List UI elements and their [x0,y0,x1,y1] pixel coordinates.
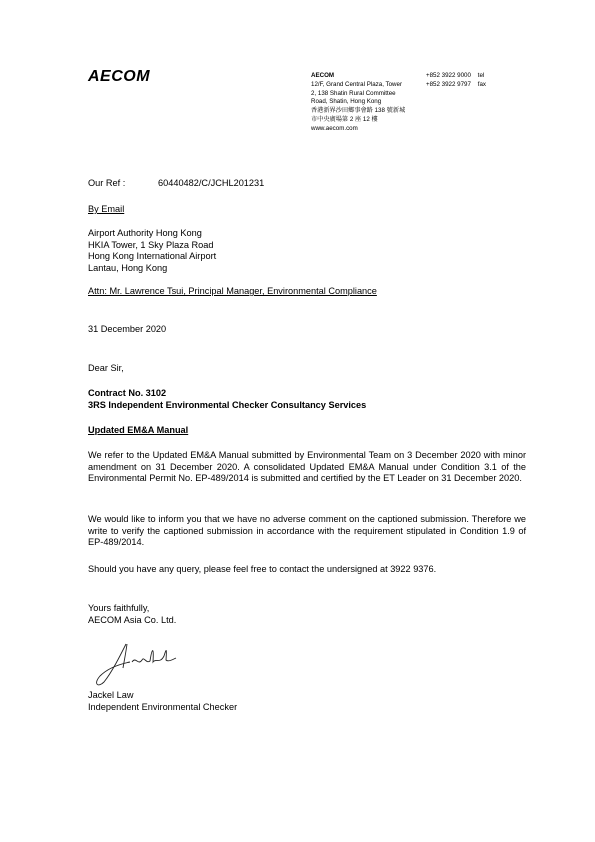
subject-heading: Updated EM&A Manual [88,425,189,435]
contract-heading [88,388,366,411]
body-paragraph: Should you have any query, please feel free to contact the undersigned at 3922 9376. [88,564,437,574]
signer-block [88,690,237,713]
signer-title: Independent Environmental Checker [88,701,238,712]
our-reference [88,178,264,190]
closing-line: Yours faithfully, [88,603,150,613]
recipient-line: Airport Authority Hong Kong [88,228,202,238]
body-paragraph: We would like to inform you that we have no adverse comment on the captioned submission. Therefore we write to verify the captioned submission in accordance with the requirement stipulated in Condition 1.9 of EP-489/2014. [88,514,526,547]
signer-name: Jackel Law [88,690,134,700]
recipient-line: Lantau, Hong Kong [88,262,168,273]
letterhead-contacts [426,72,486,90]
address-line: 2, 138 Shatin Rural Committee [311,89,396,97]
fax-label: fax [477,80,486,88]
fax-number: +852 3922 9797 [426,80,471,88]
salutation: Dear Sir, [88,363,124,373]
phone-label: tel [477,72,485,79]
address-line: Road, Shatin, Hong Kong [311,98,382,106]
website-link[interactable]: www.aecom.com [311,124,358,132]
contract-number: Contract No. 3102 [88,388,167,398]
aecom-logo: AECOM [88,68,151,85]
address-line: AECOM [311,72,335,79]
contract-title: 3RS Independent Environmental Checker Consultancy Services [88,399,367,410]
recipient-address [88,228,216,274]
body-paragraph: We refer to the Updated EM&A Manual submitted by Environmental Team on 3 December 2020 with minor amendment on 31 December 2020. A consolidated Updated EM&A Manual under Condition 3.1 of the Environmental Permit No. EP-489/2014 is submitted and certified by the ET Leader on 31 December 2020. [88,450,526,483]
reference-value: 60440482/C/JCHL201231 [158,178,265,188]
reference-label: Our Ref : [88,178,126,188]
phone-number: +852 3922 9000 [426,72,471,79]
fax-line [426,81,486,90]
closing [88,603,176,626]
delivery-method: By Email [88,204,125,214]
handwritten-signature [90,636,185,691]
address-line-chinese: 香港新界沙田鄉事會路 138 號新城 [311,107,406,115]
recipient-line: Hong Kong International Airport [88,251,217,261]
address-line-chinese: 市中央廣場第 2 座 12 樓 [311,115,378,123]
attention-line: Attn: Mr. Lawrence Tsui, Principal Manager, Environmental Compliance [88,286,377,296]
company-name: AECOM Asia Co. Ltd. [88,614,177,625]
recipient-line: HKIA Tower, 1 Sky Plaza Road [88,239,214,250]
letter-date: 31 December 2020 [88,324,167,334]
phone-line [426,72,486,81]
address-line: 12/F, Grand Central Plaza, Tower [311,80,403,88]
letterhead-address [311,72,405,134]
